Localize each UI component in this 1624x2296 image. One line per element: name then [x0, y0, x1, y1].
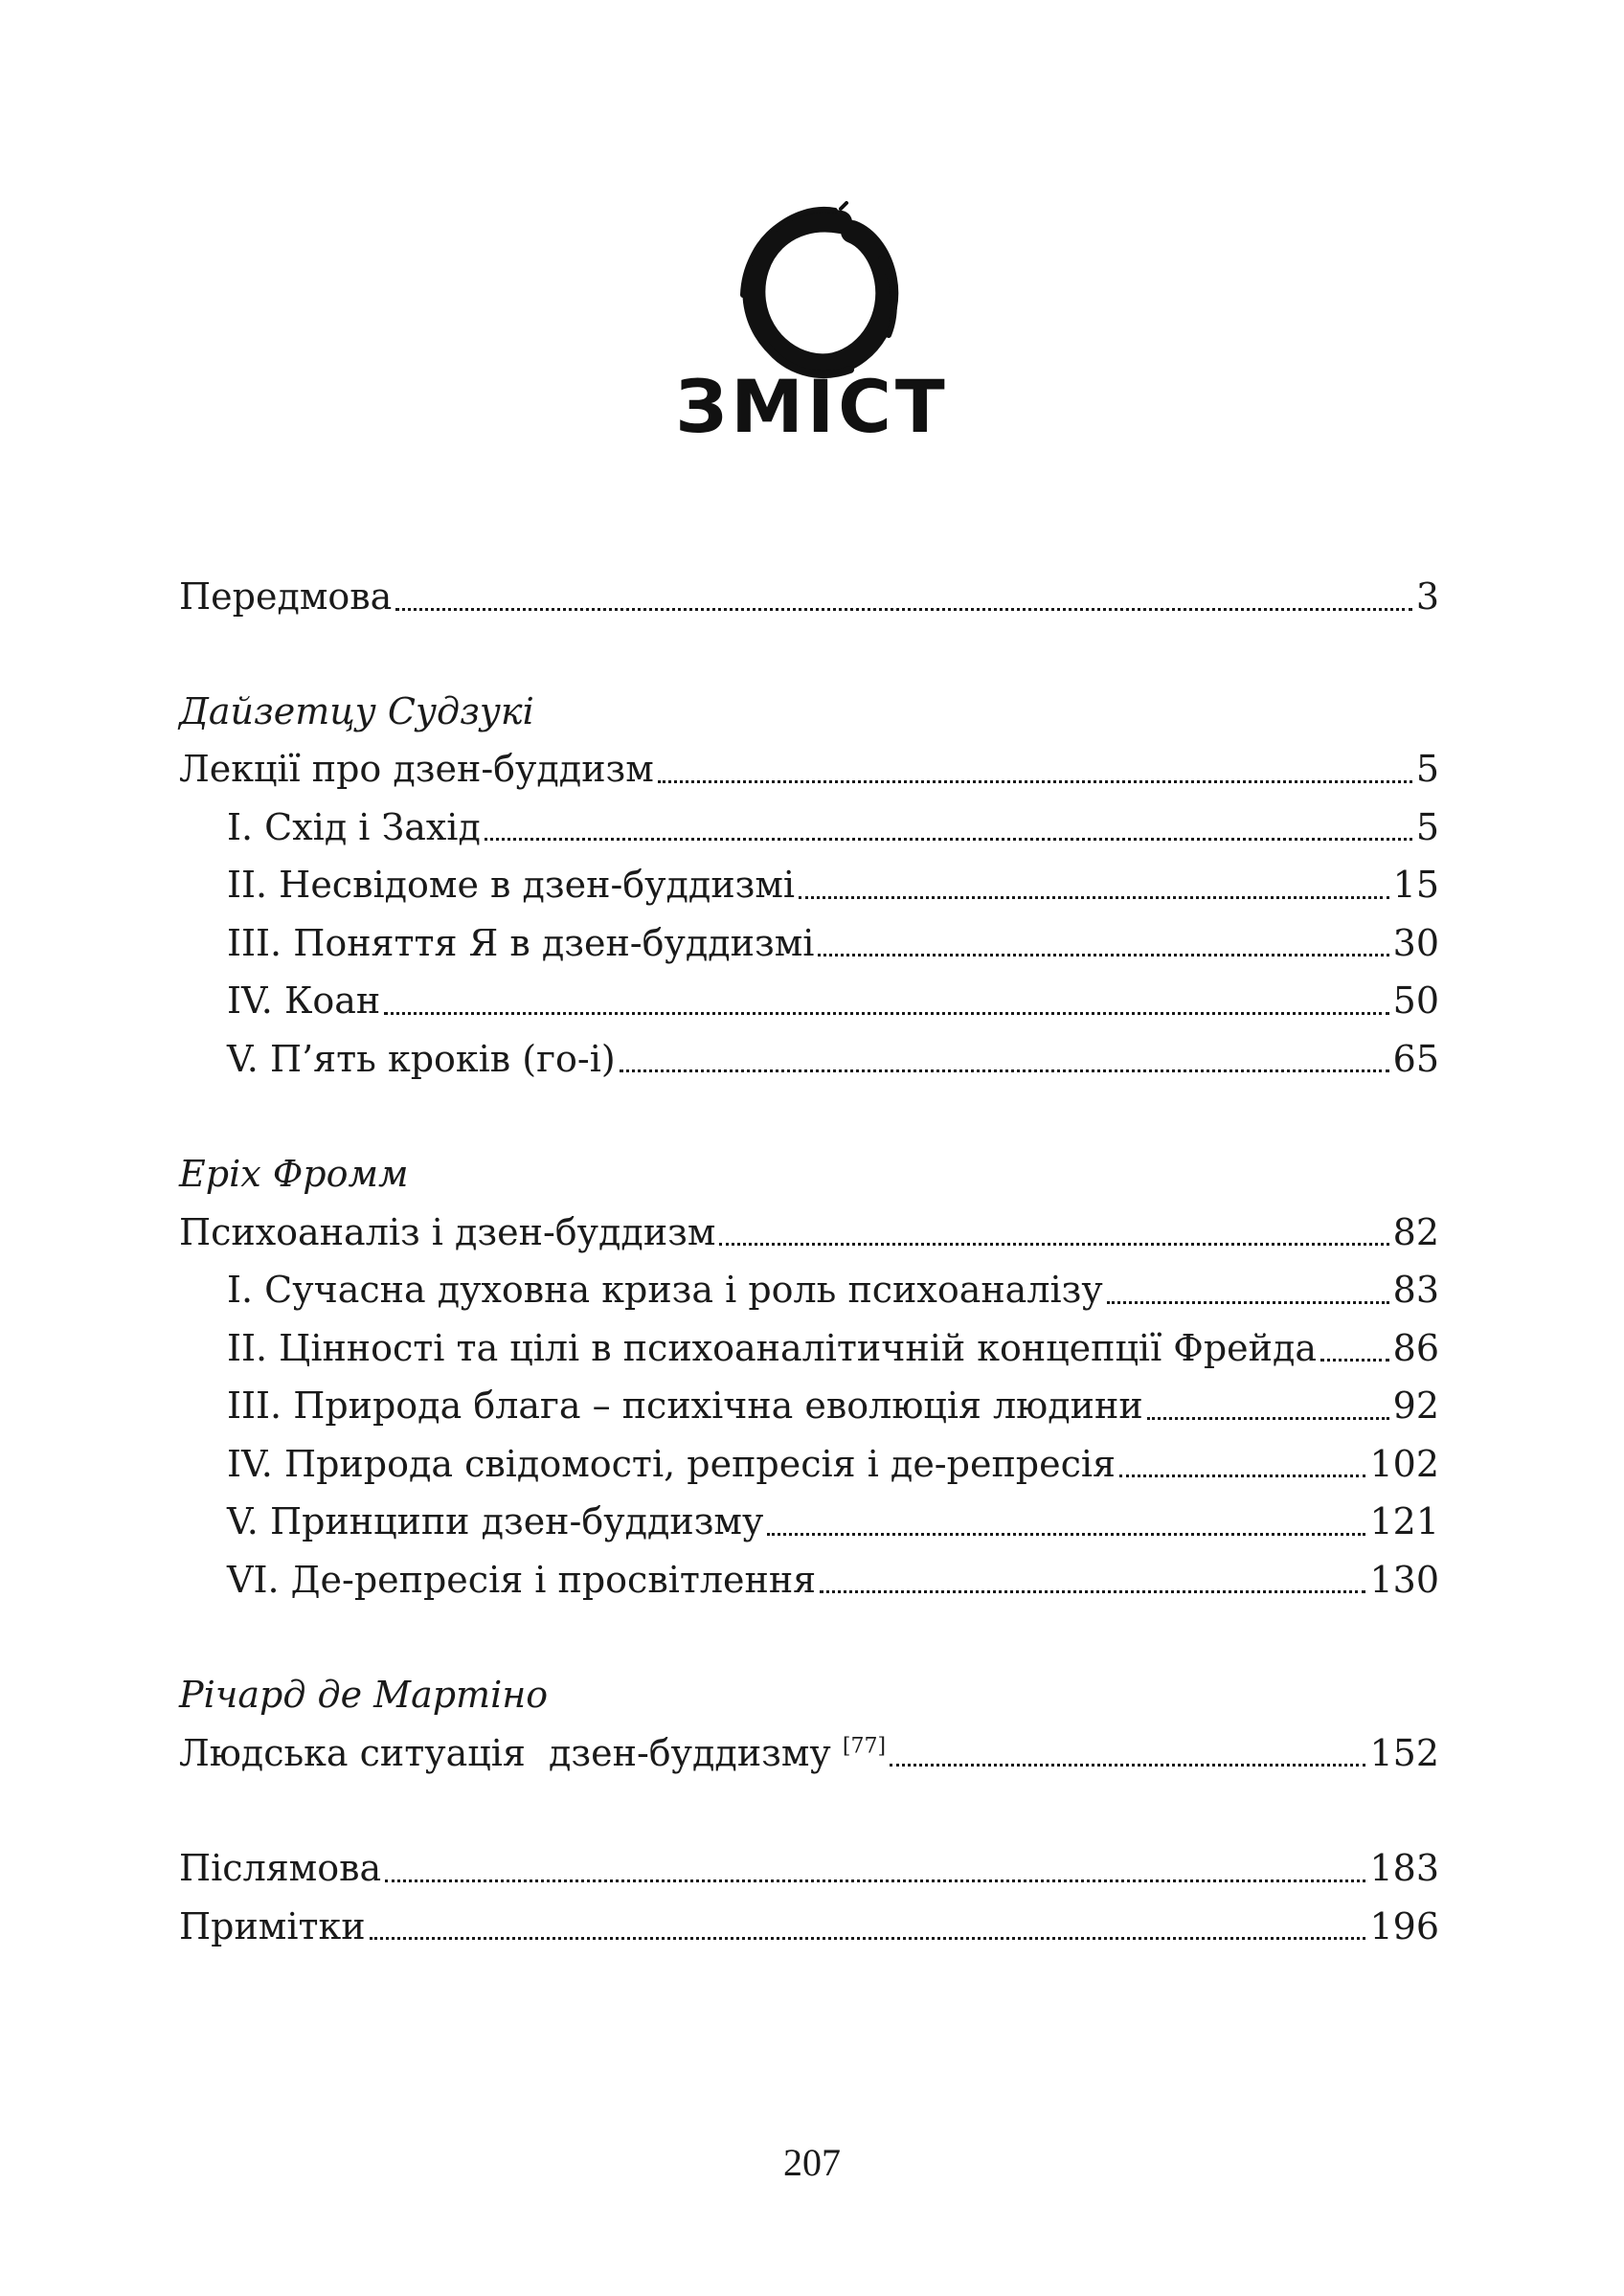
dot-leader: [385, 1879, 1365, 1882]
dot-leader: [719, 1242, 1388, 1246]
toc-entry-title: IV. Природа свідомості, репресія і де-репресія: [227, 1442, 1116, 1485]
toc-subentry[interactable]: [179, 972, 1439, 1030]
toc-entry-title-text: Людська ситуація дзен-буддизму: [179, 1731, 831, 1774]
toc-subentry[interactable]: [179, 799, 1439, 857]
toc-entry-title: Лекції про дзен-буддизм: [179, 748, 654, 790]
toc-entry-title: II. Цінності та цілі в психоаналітичній концепції Фрейда: [227, 1326, 1318, 1369]
toc-subentry[interactable]: [179, 1493, 1439, 1551]
toc-entry-page: 152: [1369, 1731, 1439, 1774]
toc-entry-page: 92: [1392, 1384, 1439, 1427]
dot-leader: [1147, 1416, 1389, 1420]
dot-leader: [818, 953, 1388, 957]
toc-subentry[interactable]: [179, 1377, 1439, 1435]
toc-entry-notes[interactable]: [179, 1898, 1439, 1956]
toc-subentry[interactable]: [179, 856, 1439, 914]
toc-entry-title: IV. Коан: [227, 979, 381, 1022]
toc-entry-title: V. Принципи дзен-буддизму: [227, 1500, 764, 1542]
toc-entry-page: 121: [1369, 1500, 1439, 1542]
author-name-de-martino: Річард де Мартіно: [179, 1674, 549, 1716]
toc-entry-title: II. Несвідоме в дзен-буддизмі: [227, 864, 796, 906]
toc-entry-human-situation[interactable]: [179, 1724, 1439, 1783]
toc-subentry[interactable]: [179, 1319, 1439, 1378]
footnote-ref: [77]: [842, 1733, 887, 1758]
toc-subentry[interactable]: [179, 914, 1439, 973]
toc-entry-page: 15: [1392, 864, 1439, 906]
dot-leader: [384, 1011, 1388, 1015]
table-of-contents: [179, 568, 1439, 1955]
dot-leader: [820, 1589, 1365, 1593]
toc-entry-page: 83: [1392, 1269, 1439, 1311]
toc-entry-title: Психоаналіз і дзен-буддизм: [179, 1210, 716, 1253]
dot-leader: [767, 1532, 1365, 1536]
toc-entry-title: [179, 1724, 886, 1782]
toc-entry-afterword[interactable]: [179, 1839, 1439, 1898]
toc-subentry[interactable]: [179, 1261, 1439, 1319]
author-name-suzuki: Дайзетцу Судзукі: [179, 689, 534, 732]
page-number: 207: [783, 2141, 841, 2184]
toc-entry-page: 50: [1392, 979, 1439, 1022]
toc-entry-title: III. Поняття Я в дзен-буддизмі: [227, 921, 815, 964]
toc-entry-title: I. Схід і Захід: [227, 805, 481, 848]
toc-entry-title: V. П’ять кроків (го-і): [227, 1037, 616, 1080]
toc-entry-page: 3: [1415, 575, 1439, 618]
dot-leader: [1107, 1300, 1389, 1304]
toc-entry-page: 196: [1369, 1904, 1439, 1947]
toc-entry-page: 5: [1415, 748, 1439, 790]
dot-leader: [395, 607, 1411, 611]
toc-subentry[interactable]: [179, 1030, 1439, 1089]
toc-entry-page: 82: [1392, 1210, 1439, 1253]
toc-entry-title: Післямова: [179, 1847, 382, 1889]
author-name-fromm: Еріх Фромм: [179, 1153, 409, 1195]
toc-entry-title: III. Природа блага – психічна еволюція людини: [227, 1384, 1143, 1427]
toc-entry-preface[interactable]: [179, 568, 1439, 626]
dot-leader: [370, 1936, 1366, 1940]
toc-entry-title: VI. Де-репресія і просвітлення: [227, 1558, 817, 1601]
toc-entry-page: 130: [1369, 1558, 1439, 1601]
dot-leader: [890, 1763, 1365, 1767]
dot-leader: [1119, 1474, 1365, 1477]
toc-entry-page: 30: [1392, 921, 1439, 964]
toc-entry-title: I. Сучасна духовна криза і роль психоаналізу: [227, 1269, 1103, 1311]
dot-leader: [658, 779, 1412, 783]
dot-leader: [620, 1069, 1389, 1072]
toc-subentry[interactable]: [179, 1435, 1439, 1494]
toc-entry-title: Примітки: [179, 1904, 366, 1947]
toc-entry-title: Передмова: [179, 575, 393, 618]
contents-heading: ЗМІСТ: [675, 364, 949, 449]
toc-entry-psychoanalysis[interactable]: [179, 1204, 1439, 1262]
toc-entry-page: 183: [1369, 1847, 1439, 1889]
toc-subentry[interactable]: [179, 1551, 1439, 1609]
toc-entry-page: 86: [1392, 1326, 1439, 1369]
toc-entry-lectures[interactable]: [179, 740, 1439, 799]
toc-entry-page: 102: [1369, 1442, 1439, 1485]
toc-entry-page: 5: [1415, 805, 1439, 848]
dot-leader: [485, 837, 1412, 841]
toc-entry-page: 65: [1392, 1037, 1439, 1080]
dot-leader: [1320, 1358, 1389, 1362]
dot-leader: [799, 895, 1389, 899]
